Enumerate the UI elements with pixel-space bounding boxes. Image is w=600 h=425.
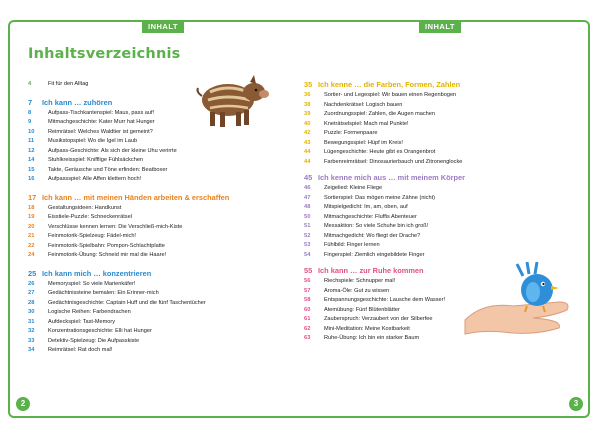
entry-title: Gestaltungsideen: Handkunst bbox=[48, 204, 122, 211]
section-heading[interactable] bbox=[304, 173, 584, 182]
entry-title: Fühlbild: Finger lernen bbox=[324, 242, 380, 248]
toc-entry[interactable] bbox=[28, 213, 298, 223]
page-ref: 12 bbox=[28, 147, 35, 154]
page-ref: 18 bbox=[28, 204, 35, 211]
toc-entry[interactable] bbox=[28, 175, 298, 185]
section-page-ref: 7 bbox=[28, 97, 33, 107]
toc-entry[interactable] bbox=[304, 277, 584, 287]
page-number-left: 2 bbox=[16, 397, 30, 411]
entry-title: Bewegungsspiel: Hüpf im Kreis! bbox=[324, 139, 403, 146]
toc-entry[interactable] bbox=[304, 296, 584, 306]
page-ref: 43 bbox=[304, 139, 311, 146]
entry-title: Konzentrationsgeschichte: Elli hat Hunger bbox=[48, 328, 152, 334]
toc-section bbox=[28, 98, 298, 185]
page-ref: 60 bbox=[304, 306, 311, 313]
entry-title: Entspannungsgeschichte: Lausche dem Wasser! bbox=[324, 297, 446, 303]
header-tag-left: INHALT bbox=[142, 21, 184, 33]
toc-section bbox=[28, 269, 298, 356]
section-title: Ich kann mich … konzentrieren bbox=[42, 268, 152, 278]
section-title: Ich kann … mit meinen Händen arbeiten & erschaffen bbox=[42, 192, 230, 202]
page-ref: 30 bbox=[28, 309, 35, 315]
entry-title: Eisstiele-Puzzle: Schneckenrätsel bbox=[48, 214, 132, 220]
entry-title: Detektiv-Spielzeug: Die Aufpasskiste bbox=[48, 337, 140, 344]
entry-title: Feinmotorik-Übung: Schneid mir mal die Haare! bbox=[48, 252, 167, 258]
entry-title: Stuhlkreisspiel: Knifflige Fühlsäckchen bbox=[48, 157, 144, 163]
toc-entry[interactable] bbox=[28, 156, 298, 166]
page-ref: 9 bbox=[28, 119, 32, 125]
toc-entry[interactable] bbox=[304, 91, 584, 101]
page-ref: 32 bbox=[28, 328, 35, 334]
entry-title: Takte, Geräusche und Töne erfinden: Beatboxer bbox=[48, 166, 168, 173]
page-ref: 53 bbox=[304, 242, 311, 248]
entry-title: Puzzle: Formenpaare bbox=[324, 130, 378, 136]
entry-title: Sortierspiel: Das mögen meine Zähne (nicht) bbox=[324, 194, 435, 201]
toc-entry[interactable] bbox=[304, 158, 584, 168]
toc-entry[interactable] bbox=[28, 223, 298, 233]
section-heading[interactable] bbox=[28, 269, 298, 278]
toc-entry[interactable] bbox=[28, 242, 298, 252]
toc-entry[interactable] bbox=[28, 204, 298, 214]
toc-entry[interactable] bbox=[28, 289, 298, 299]
section-page-ref: 17 bbox=[28, 192, 37, 202]
page-ref: 11 bbox=[28, 138, 35, 144]
page-ref: 16 bbox=[28, 176, 35, 182]
entry-title: Aufpassspiel: Alle Affen klettern hoch! bbox=[48, 176, 142, 182]
page-ref: 14 bbox=[28, 157, 35, 163]
section-heading[interactable] bbox=[304, 266, 584, 275]
toc-entry[interactable] bbox=[304, 334, 584, 344]
page-ref: 44 bbox=[304, 149, 311, 155]
section-page-ref: 35 bbox=[304, 80, 313, 89]
entry-title: Zuordnungsspiel: Zahlen, die Augen machen bbox=[324, 111, 436, 117]
toc-entry[interactable] bbox=[28, 308, 298, 318]
page-ref: 15 bbox=[28, 166, 35, 173]
page-ref: 8 bbox=[28, 109, 32, 116]
entry-title: Zeigelied: Kleine Fliege bbox=[324, 185, 383, 191]
page-ref: 28 bbox=[28, 299, 35, 306]
toc-entry[interactable] bbox=[28, 118, 298, 128]
toc-entry[interactable] bbox=[28, 280, 298, 290]
toc-entry[interactable] bbox=[28, 137, 298, 147]
page-ref: 50 bbox=[304, 213, 311, 220]
entry-title: Nachdenkrätsel: Logisch bauen bbox=[324, 101, 403, 108]
toc-entry[interactable] bbox=[304, 315, 584, 325]
section-title: Ich kann … zur Ruhe kommen bbox=[318, 266, 424, 275]
toc-entry[interactable] bbox=[28, 128, 298, 138]
page-ref: 40 bbox=[304, 120, 311, 127]
page-ref: 22 bbox=[28, 242, 35, 249]
toc-section bbox=[304, 80, 584, 167]
page-ref: 61 bbox=[304, 316, 311, 322]
header-tag-right: INHALT bbox=[419, 21, 461, 33]
page-ref: 34 bbox=[28, 347, 35, 353]
page-ref: 20 bbox=[28, 223, 35, 230]
toc-entry[interactable] bbox=[304, 241, 584, 251]
entry-title: Reimrätsel: Rat doch mal! bbox=[48, 347, 113, 353]
toc-entry[interactable] bbox=[28, 109, 298, 119]
intro-section bbox=[28, 80, 298, 90]
entry-title: Mitmachgeschichte: Fluffis Abenteuer bbox=[324, 213, 417, 220]
entry-title: Musikstopspiel: Wo die Igel im Laub bbox=[48, 138, 138, 144]
entry-title: Kneträtselspiel: Mach mal Punkte! bbox=[324, 120, 409, 127]
page-ref: 63 bbox=[304, 335, 311, 341]
entry-title: Sortier- und Legespiel: Wir bauen einen Regenbogen bbox=[324, 92, 457, 98]
toc-entry[interactable] bbox=[304, 287, 584, 297]
toc-entry[interactable] bbox=[28, 327, 298, 337]
toc-entry[interactable] bbox=[28, 166, 298, 176]
entry-title: Messaktion: So viele Schuhe bin ich groß! bbox=[324, 223, 429, 229]
toc-left-column bbox=[28, 80, 298, 360]
page-ref: 21 bbox=[28, 233, 35, 239]
entry-title: Aufdeckspiel: Tast-Memory bbox=[48, 318, 116, 325]
entry-title: Logische Reihen: Farbendrachen bbox=[48, 309, 131, 315]
toc-entry[interactable] bbox=[304, 325, 584, 335]
toc-right-column bbox=[304, 80, 584, 348]
page-ref: 51 bbox=[304, 223, 311, 229]
page-ref: 47 bbox=[304, 194, 311, 201]
toc-entry[interactable] bbox=[304, 129, 584, 139]
page-ref: 4 bbox=[28, 81, 32, 87]
toc-entry[interactable] bbox=[28, 318, 298, 328]
entry-title: Mitmachgeschichte: Kater Murr hat Hunger bbox=[48, 119, 155, 125]
entry-title: Mitspielgedicht: Im, am, oben, auf bbox=[324, 204, 408, 210]
toc-entry[interactable] bbox=[304, 110, 584, 120]
entry-title: Atemübung: Fünf Blütenblätter bbox=[324, 306, 400, 313]
entry-title: Gedächtnisgeschichte: Captain Huff und die fünf Taschentücher bbox=[48, 299, 206, 306]
section-title: Ich kenne mich aus … mit meinem Körper bbox=[318, 173, 466, 182]
entry-title: Fit für den Alltag bbox=[48, 81, 89, 87]
page-ref: 58 bbox=[304, 297, 311, 303]
entry-title: Farbenreimrätsel: Dinosaurierbauch und Zitronenglocke bbox=[324, 158, 463, 165]
entry-title: Feinmotorik-Spielzeug: Fädel-mich! bbox=[48, 233, 136, 239]
entry-title: Aroma-Öle: Gut zu wissen bbox=[324, 287, 390, 294]
page-ref: 57 bbox=[304, 287, 311, 294]
toc-entry[interactable] bbox=[28, 80, 298, 90]
toc-entry[interactable] bbox=[28, 232, 298, 242]
section-page-ref: 55 bbox=[304, 266, 313, 275]
toc-entry[interactable] bbox=[304, 148, 584, 158]
page-ref: 39 bbox=[304, 111, 311, 117]
toc-entry[interactable] bbox=[304, 184, 584, 194]
entry-title: Zauberspruch: Verzaubert von der Silberfee bbox=[324, 316, 433, 322]
toc-entry[interactable] bbox=[28, 251, 298, 261]
toc-entry[interactable] bbox=[304, 139, 584, 149]
page-ref: 46 bbox=[304, 185, 311, 191]
page-ref: 27 bbox=[28, 290, 35, 296]
page-ref: 10 bbox=[28, 128, 35, 135]
toc-entry[interactable] bbox=[304, 251, 584, 261]
entry-title: Gedächtnissteine bemalen: Ein Erinner-mich bbox=[48, 290, 159, 296]
page-ref: 42 bbox=[304, 130, 311, 136]
entry-title: Riechspiele: Schnupper mal! bbox=[324, 278, 396, 284]
page-ref: 33 bbox=[28, 337, 35, 344]
entry-title: Mitmachgedicht: Wo fliegt der Drache? bbox=[324, 232, 421, 239]
entry-title: Reimrätsel: Welches Waldtier ist gemeint? bbox=[48, 128, 153, 135]
entry-title: Mini-Meditation: Meine Kostbarkeit bbox=[324, 325, 410, 332]
toc-entry[interactable] bbox=[304, 213, 584, 223]
entry-title: Aufpass-Geschichte: Als sich der kleine Uhu verirrte bbox=[48, 147, 177, 154]
toc-entry[interactable] bbox=[304, 232, 584, 242]
section-title: Ich kann … zuhören bbox=[42, 97, 113, 107]
page-ref: 56 bbox=[304, 278, 311, 284]
page-ref: 36 bbox=[304, 92, 311, 98]
page-ref: 48 bbox=[304, 204, 311, 210]
toc-entry[interactable] bbox=[28, 337, 298, 347]
toc-section bbox=[304, 266, 584, 344]
section-heading[interactable] bbox=[28, 98, 298, 107]
toc-entry[interactable] bbox=[304, 203, 584, 213]
toc-entry[interactable] bbox=[28, 299, 298, 309]
toc-entry[interactable] bbox=[304, 222, 584, 232]
page-ref: 26 bbox=[28, 280, 35, 287]
page-title: Inhaltsverzeichnis bbox=[28, 46, 181, 62]
toc-entry[interactable] bbox=[28, 346, 298, 356]
page-ref: 54 bbox=[304, 251, 311, 258]
entry-title: Lügengeschichte: Heute gibt es Orangenbrot bbox=[324, 149, 436, 155]
page-ref: 44 bbox=[304, 158, 311, 165]
page-ref: 62 bbox=[304, 325, 311, 332]
toc-entry[interactable] bbox=[304, 306, 584, 316]
section-title: Ich kenne … die Farben, Formen, Zahlen bbox=[318, 80, 461, 89]
page-ref: 19 bbox=[28, 214, 35, 220]
toc-entry[interactable] bbox=[304, 194, 584, 204]
entry-title: Memoryspiel: So viele Marienkäfer! bbox=[48, 280, 136, 287]
entry-title: Verschlüsse kennen lernen: Die Verschließ-mich-Kiste bbox=[48, 223, 183, 230]
section-heading[interactable] bbox=[304, 80, 584, 89]
page-ref: 52 bbox=[304, 232, 311, 239]
page-ref: 38 bbox=[304, 101, 311, 108]
page-ref: 31 bbox=[28, 318, 35, 325]
section-page-ref: 45 bbox=[304, 173, 313, 182]
entry-title: Feinmotorik-Spielbahn: Pompon-Schlachtplatte bbox=[48, 242, 165, 249]
section-heading[interactable] bbox=[28, 193, 298, 202]
section-page-ref: 25 bbox=[28, 268, 37, 278]
toc-section bbox=[304, 173, 584, 260]
entry-title: Ruhe-Übung: Ich bin ein starker Baum bbox=[324, 335, 420, 341]
toc-entry[interactable] bbox=[304, 120, 584, 130]
page-ref: 24 bbox=[28, 252, 35, 258]
page-number-right: 3 bbox=[569, 397, 583, 411]
toc-entry[interactable] bbox=[28, 147, 298, 157]
toc-entry[interactable] bbox=[304, 101, 584, 111]
toc-section bbox=[28, 193, 298, 261]
entry-title: Fingerspiel: Ziemlich eingebildete Finger bbox=[324, 251, 425, 258]
entry-title: Aufpass-Tischkantenspiel: Maus, pass auf! bbox=[48, 109, 155, 116]
